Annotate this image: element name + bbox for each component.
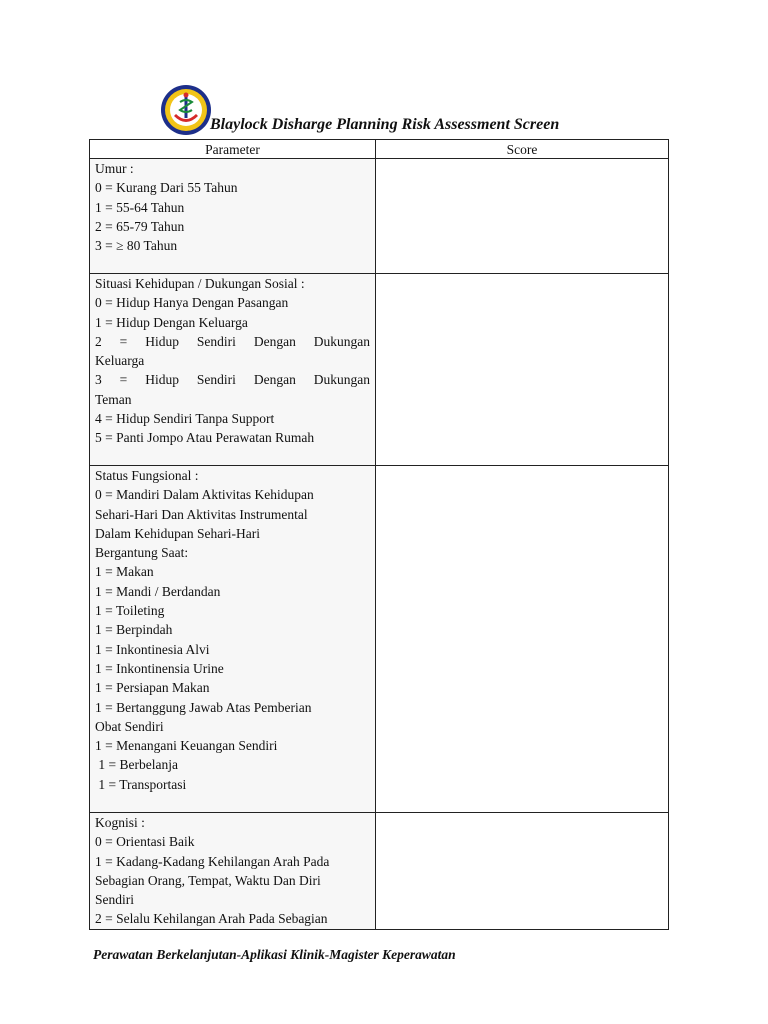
parameter-heading: Status Fungsional : (95, 468, 199, 483)
parameter-option: 1 = Kadang-Kadang Kehilangan Arah Pada (95, 853, 330, 869)
table-row-kognisi (90, 813, 669, 930)
parameter-option: 5 = Panti Jompo Atau Perawatan Rumah (95, 430, 315, 446)
parameter-heading: Situasi Kehidupan / Dukungan Sosial : (95, 276, 305, 291)
parameter-option: 2 = Hidup Sendiri Dengan Dukungan (95, 333, 370, 349)
parameter-option: Sehari-Hari Dan Aktivitas Instrumental (95, 506, 308, 522)
parameter-option: 1 = Bertanggung Jawab Atas Pemberian (95, 699, 312, 715)
parameter-option: 1 = 55-64 Tahun (95, 199, 185, 215)
table-header-row (90, 140, 669, 159)
page-title: Blaylock Disharge Planning Risk Assessment Screen (210, 116, 560, 133)
parameter-option: Obat Sendiri (95, 718, 164, 734)
parameter-option: 1 = Mandi / Berdandan (95, 583, 221, 599)
score-cell[interactable] (376, 274, 669, 466)
score-cell[interactable] (376, 813, 669, 930)
table-row-status-fungsional (90, 466, 669, 813)
table-row-situasi-kehidupan (90, 274, 669, 466)
parameter-option: 1 = Makan (95, 564, 154, 580)
parameter-option: 1 = Berbelanja (95, 757, 178, 773)
parameter-cell (90, 466, 376, 813)
parameter-option: 4 = Hidup Sendiri Tanpa Support (95, 411, 275, 427)
parameter-option: 2 = 65-79 Tahun (95, 218, 185, 234)
parameter-option: Keluarga (95, 353, 145, 369)
score-cell[interactable] (376, 466, 669, 813)
parameter-heading: Umur : (95, 161, 134, 176)
parameter-option: 0 = Hidup Hanya Dengan Pasangan (95, 295, 289, 311)
parameter-option: 3 = Hidup Sendiri Dengan Dukungan (95, 372, 370, 388)
parameter-option: 1 = Inkontinensia Urine (95, 660, 224, 676)
table-row-umur (90, 159, 669, 274)
parameter-cell (90, 813, 376, 930)
parameter-option: Sebagian Orang, Tempat, Waktu Dan Diri (95, 872, 321, 888)
parameter-heading: Kognisi : (95, 815, 145, 830)
column-header-score: Score (376, 140, 669, 159)
parameter-option: 1 = Persiapan Makan (95, 680, 210, 696)
parameter-option: Teman (95, 391, 132, 407)
column-header-parameter: Parameter (90, 140, 376, 159)
parameter-option: 0 = Kurang Dari 55 Tahun (95, 180, 238, 196)
parameter-cell (90, 159, 376, 274)
institution-seal-icon (160, 84, 212, 136)
parameter-option: 1 = Berpindah (95, 622, 173, 638)
parameter-option: 0 = Mandiri Dalam Aktivitas Kehidupan (95, 487, 314, 503)
parameter-option: Dalam Kehidupan Sehari-Hari (95, 525, 260, 541)
parameter-option: 1 = Toileting (95, 603, 165, 619)
parameter-option: Bergantung Saat: (95, 545, 189, 561)
parameter-option: 0 = Orientasi Baik (95, 834, 195, 850)
score-cell[interactable] (376, 159, 669, 274)
parameter-option: 1 = Transportasi (95, 776, 187, 792)
parameter-option: 1 = Menangani Keuangan Sendiri (95, 738, 278, 754)
page-footer: Perawatan Berkelanjutan-Aplikasi Klinik-Magister Keperawatan (93, 947, 456, 962)
parameter-option: 2 = Selalu Kehilangan Arah Pada Sebagian (95, 911, 328, 927)
parameter-option: 3 = ≥ 80 Tahun (95, 238, 178, 254)
parameter-option: Sendiri (95, 892, 134, 908)
parameter-option: 1 = Hidup Dengan Keluarga (95, 314, 248, 330)
assessment-table (89, 139, 669, 930)
parameter-cell (90, 274, 376, 466)
parameter-option: 1 = Inkontinesia Alvi (95, 641, 210, 657)
